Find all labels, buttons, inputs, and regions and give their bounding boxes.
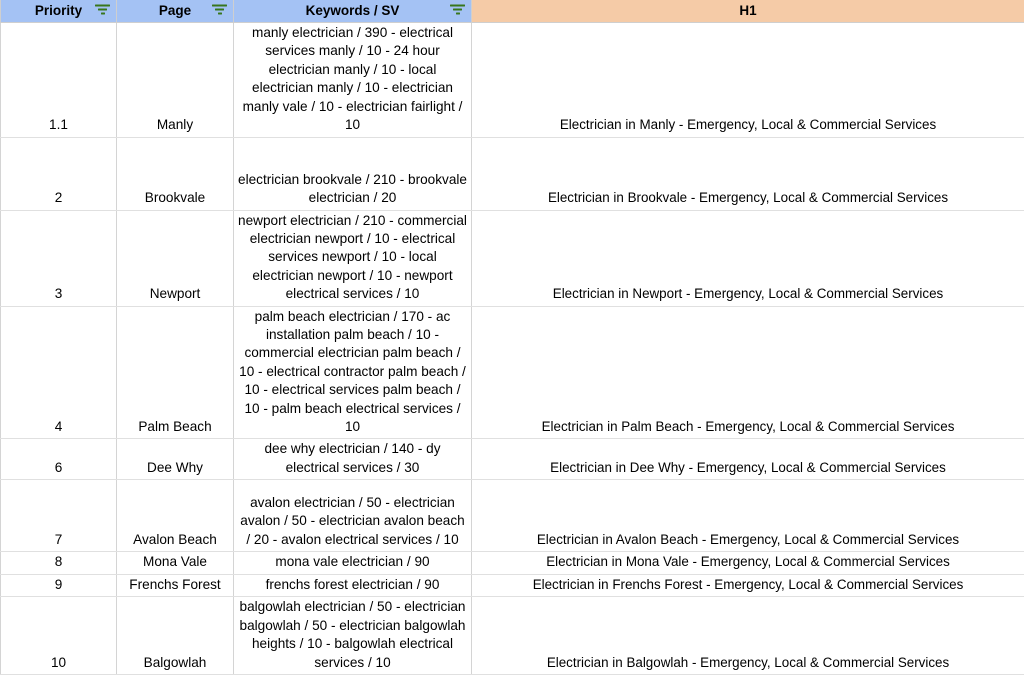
- cell-priority[interactable]: 10: [1, 597, 117, 675]
- table-row: [1, 137, 1024, 210]
- cell-keywords[interactable]: frenchs forest electrician / 90: [234, 574, 472, 596]
- column-header-h1-label: H1: [739, 3, 756, 18]
- cell-page[interactable]: Brookvale: [117, 137, 234, 210]
- table-row: [1, 210, 1024, 306]
- table-header: [1, 0, 1024, 22]
- cell-h1[interactable]: Electrician in Brookvale - Emergency, Local & Commercial Services: [472, 137, 1024, 210]
- cell-keywords[interactable]: manly electrician / 390 - electrical services manly / 10 - 24 hour electrician manly / 10 - local electrician manly / 10 - electrician manly vale / 10 - electrician fairlight / 10: [234, 22, 472, 137]
- cell-h1[interactable]: Electrician in Palm Beach - Emergency, Local & Commercial Services: [472, 306, 1024, 439]
- table-row: [1, 306, 1024, 439]
- column-header-keywords-label: Keywords / SV: [306, 3, 400, 18]
- table-body: [1, 22, 1024, 675]
- cell-h1[interactable]: Electrician in Mona Vale - Emergency, Local & Commercial Services: [472, 552, 1024, 574]
- table-row: [1, 574, 1024, 596]
- cell-page[interactable]: Frenchs Forest: [117, 574, 234, 596]
- cell-page[interactable]: Balgowlah: [117, 597, 234, 675]
- table-row: [1, 597, 1024, 675]
- column-header-page[interactable]: [117, 0, 234, 22]
- table-row: [1, 22, 1024, 137]
- cell-page[interactable]: Newport: [117, 210, 234, 306]
- cell-page[interactable]: Dee Why: [117, 439, 234, 480]
- cell-h1[interactable]: Electrician in Newport - Emergency, Local & Commercial Services: [472, 210, 1024, 306]
- cell-keywords[interactable]: mona vale electrician / 90: [234, 552, 472, 574]
- cell-priority[interactable]: 4: [1, 306, 117, 439]
- cell-priority[interactable]: 3: [1, 210, 117, 306]
- cell-h1[interactable]: Electrician in Dee Why - Emergency, Local & Commercial Services: [472, 439, 1024, 480]
- cell-keywords[interactable]: avalon electrician / 50 - electrician avalon / 50 - electrician avalon beach / 20 - avalon electrical services / 10: [234, 480, 472, 552]
- cell-page[interactable]: Mona Vale: [117, 552, 234, 574]
- cell-h1[interactable]: Electrician in Avalon Beach - Emergency, Local & Commercial Services: [472, 480, 1024, 552]
- cell-h1[interactable]: Electrician in Frenchs Forest - Emergency, Local & Commercial Services: [472, 574, 1024, 596]
- cell-page[interactable]: Avalon Beach: [117, 480, 234, 552]
- column-header-priority[interactable]: [1, 0, 117, 22]
- cell-page[interactable]: Manly: [117, 22, 234, 137]
- cell-priority[interactable]: 1.1: [1, 22, 117, 137]
- cell-keywords[interactable]: dee why electrician / 140 - dy electrical services / 30: [234, 439, 472, 480]
- column-header-h1[interactable]: [472, 0, 1024, 22]
- column-header-page-label: Page: [159, 3, 191, 18]
- filter-icon-keywords[interactable]: [450, 4, 465, 17]
- cell-keywords[interactable]: balgowlah electrician / 50 - electrician balgowlah / 50 - electrician balgowlah heights / 10 - balgowlah electrical services / 10: [234, 597, 472, 675]
- cell-priority[interactable]: 8: [1, 552, 117, 574]
- cell-priority[interactable]: 2: [1, 137, 117, 210]
- cell-keywords[interactable]: palm beach electrician / 170 - ac installation palm beach / 10 - commercial electrician palm beach / 10 - electrical contractor palm beach / 10 - electrical services palm beach / 10 - palm beach electrical services / 10: [234, 306, 472, 439]
- column-header-keywords[interactable]: [234, 0, 472, 22]
- cell-priority[interactable]: 7: [1, 480, 117, 552]
- header-row: [1, 0, 1024, 22]
- table-row: [1, 480, 1024, 552]
- table-row: [1, 439, 1024, 480]
- table-row: [1, 552, 1024, 574]
- cell-keywords[interactable]: electrician brookvale / 210 - brookvale electrician / 20: [234, 137, 472, 210]
- cell-page[interactable]: Palm Beach: [117, 306, 234, 439]
- column-header-priority-label: Priority: [35, 3, 82, 18]
- filter-icon-priority[interactable]: [95, 4, 110, 17]
- cell-h1[interactable]: Electrician in Manly - Emergency, Local & Commercial Services: [472, 22, 1024, 137]
- cell-h1[interactable]: Electrician in Balgowlah - Emergency, Local & Commercial Services: [472, 597, 1024, 675]
- filter-icon-page[interactable]: [212, 4, 227, 17]
- cell-priority[interactable]: 6: [1, 439, 117, 480]
- cell-priority[interactable]: 9: [1, 574, 117, 596]
- cell-keywords[interactable]: newport electrician / 210 - commercial electrician newport / 10 - electrical services newport / 10 - local electrician newport / 10 - newport electrical services / 10: [234, 210, 472, 306]
